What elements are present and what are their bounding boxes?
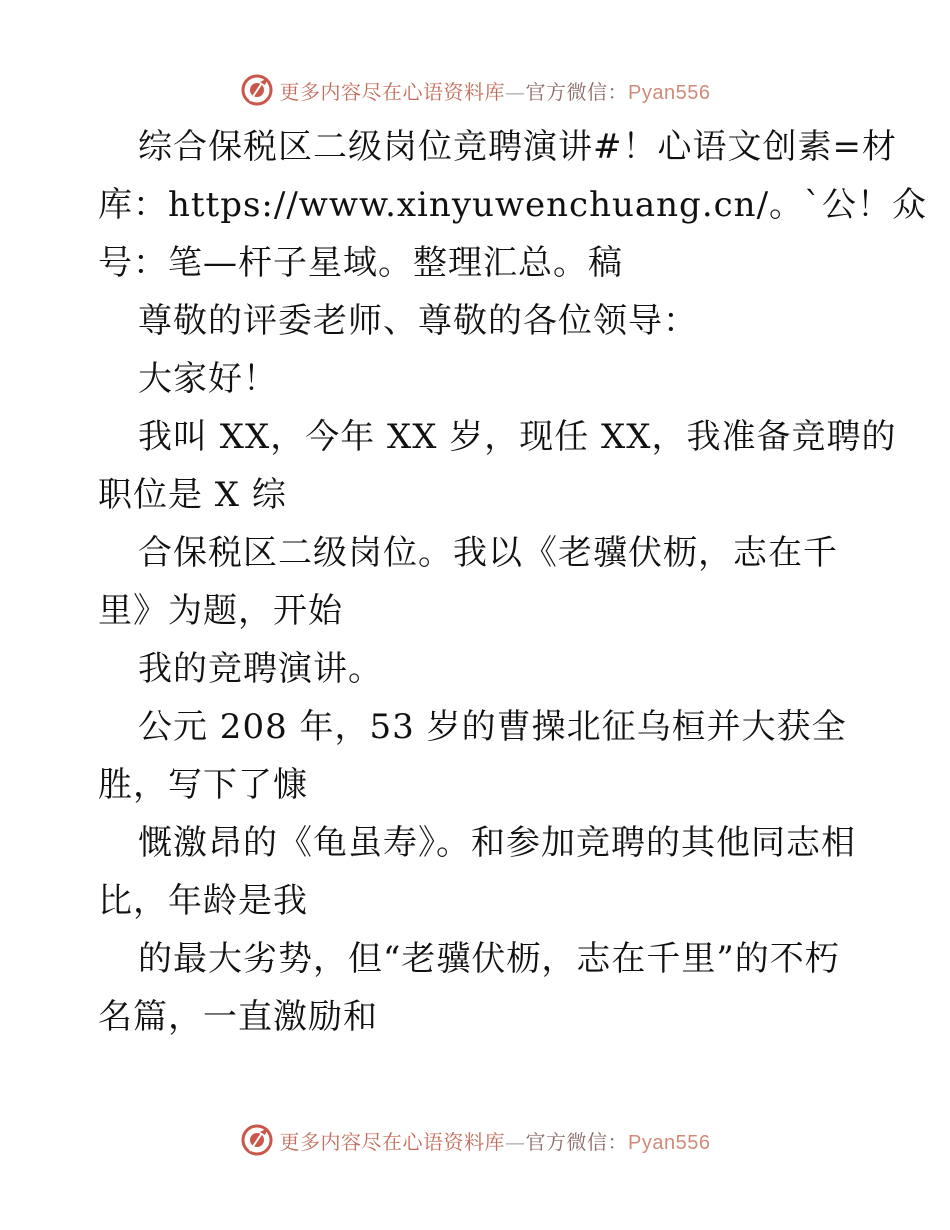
watermark-text: [280, 76, 711, 105]
watermark-brand: 更多内容尽在心语资料库: [279, 1129, 506, 1154]
text-line: 的最大劣势，但“老骥伏枥，志在千里”的不朽: [138, 939, 840, 979]
text-line: 公元 208 年，53 岁的曹操北征乌桓并大获全: [138, 707, 847, 747]
watermark-dash: —: [505, 79, 526, 104]
text-line: 综合保税区二级岗位竞聘演讲#！心语文创素=材: [138, 127, 897, 167]
watermark-text: [280, 1126, 711, 1155]
brand-logo-icon: [240, 73, 274, 107]
watermark-dash: —: [505, 1129, 526, 1154]
text-line: 职位是 X 综: [98, 475, 287, 515]
text-line: 胜，写下了慷: [98, 765, 308, 805]
text-line: 我叫 XX，今年 XX 岁，现任 XX，我准备竞聘的: [138, 417, 897, 457]
watermark-id: Pyan556: [628, 1131, 711, 1154]
footer-watermark: [0, 1120, 950, 1160]
document-body: [98, 118, 928, 1046]
text-line: 比，年龄是我: [98, 881, 308, 921]
watermark-label: 官方微信：: [525, 79, 629, 104]
brand-logo-icon: [240, 1123, 274, 1157]
text-line: 我的竞聘演讲。: [138, 649, 383, 689]
text-line: 库：https://www.xinyuwenchuang.cn/。`公！众: [98, 185, 928, 225]
text-line: 号：笔—杆子星域。整理汇总。稿: [98, 243, 623, 283]
watermark-id: Pyan556: [628, 81, 711, 104]
watermark-brand: 更多内容尽在心语资料库: [279, 79, 506, 104]
watermark-label: 官方微信：: [525, 1129, 629, 1154]
header-watermark: [0, 70, 950, 110]
text-line: 里》为题，开始: [98, 591, 343, 631]
text-line: 大家好！: [138, 359, 278, 399]
text-line: 名篇，一直激励和: [98, 997, 378, 1037]
text-line: 合保税区二级岗位。我以《老骥伏枥，志在千: [138, 533, 838, 573]
text-line: 尊敬的评委老师、尊敬的各位领导：: [138, 301, 698, 341]
text-line: 慨激昂的《龟虽寿》。和参加竞聘的其他同志相: [138, 823, 856, 863]
